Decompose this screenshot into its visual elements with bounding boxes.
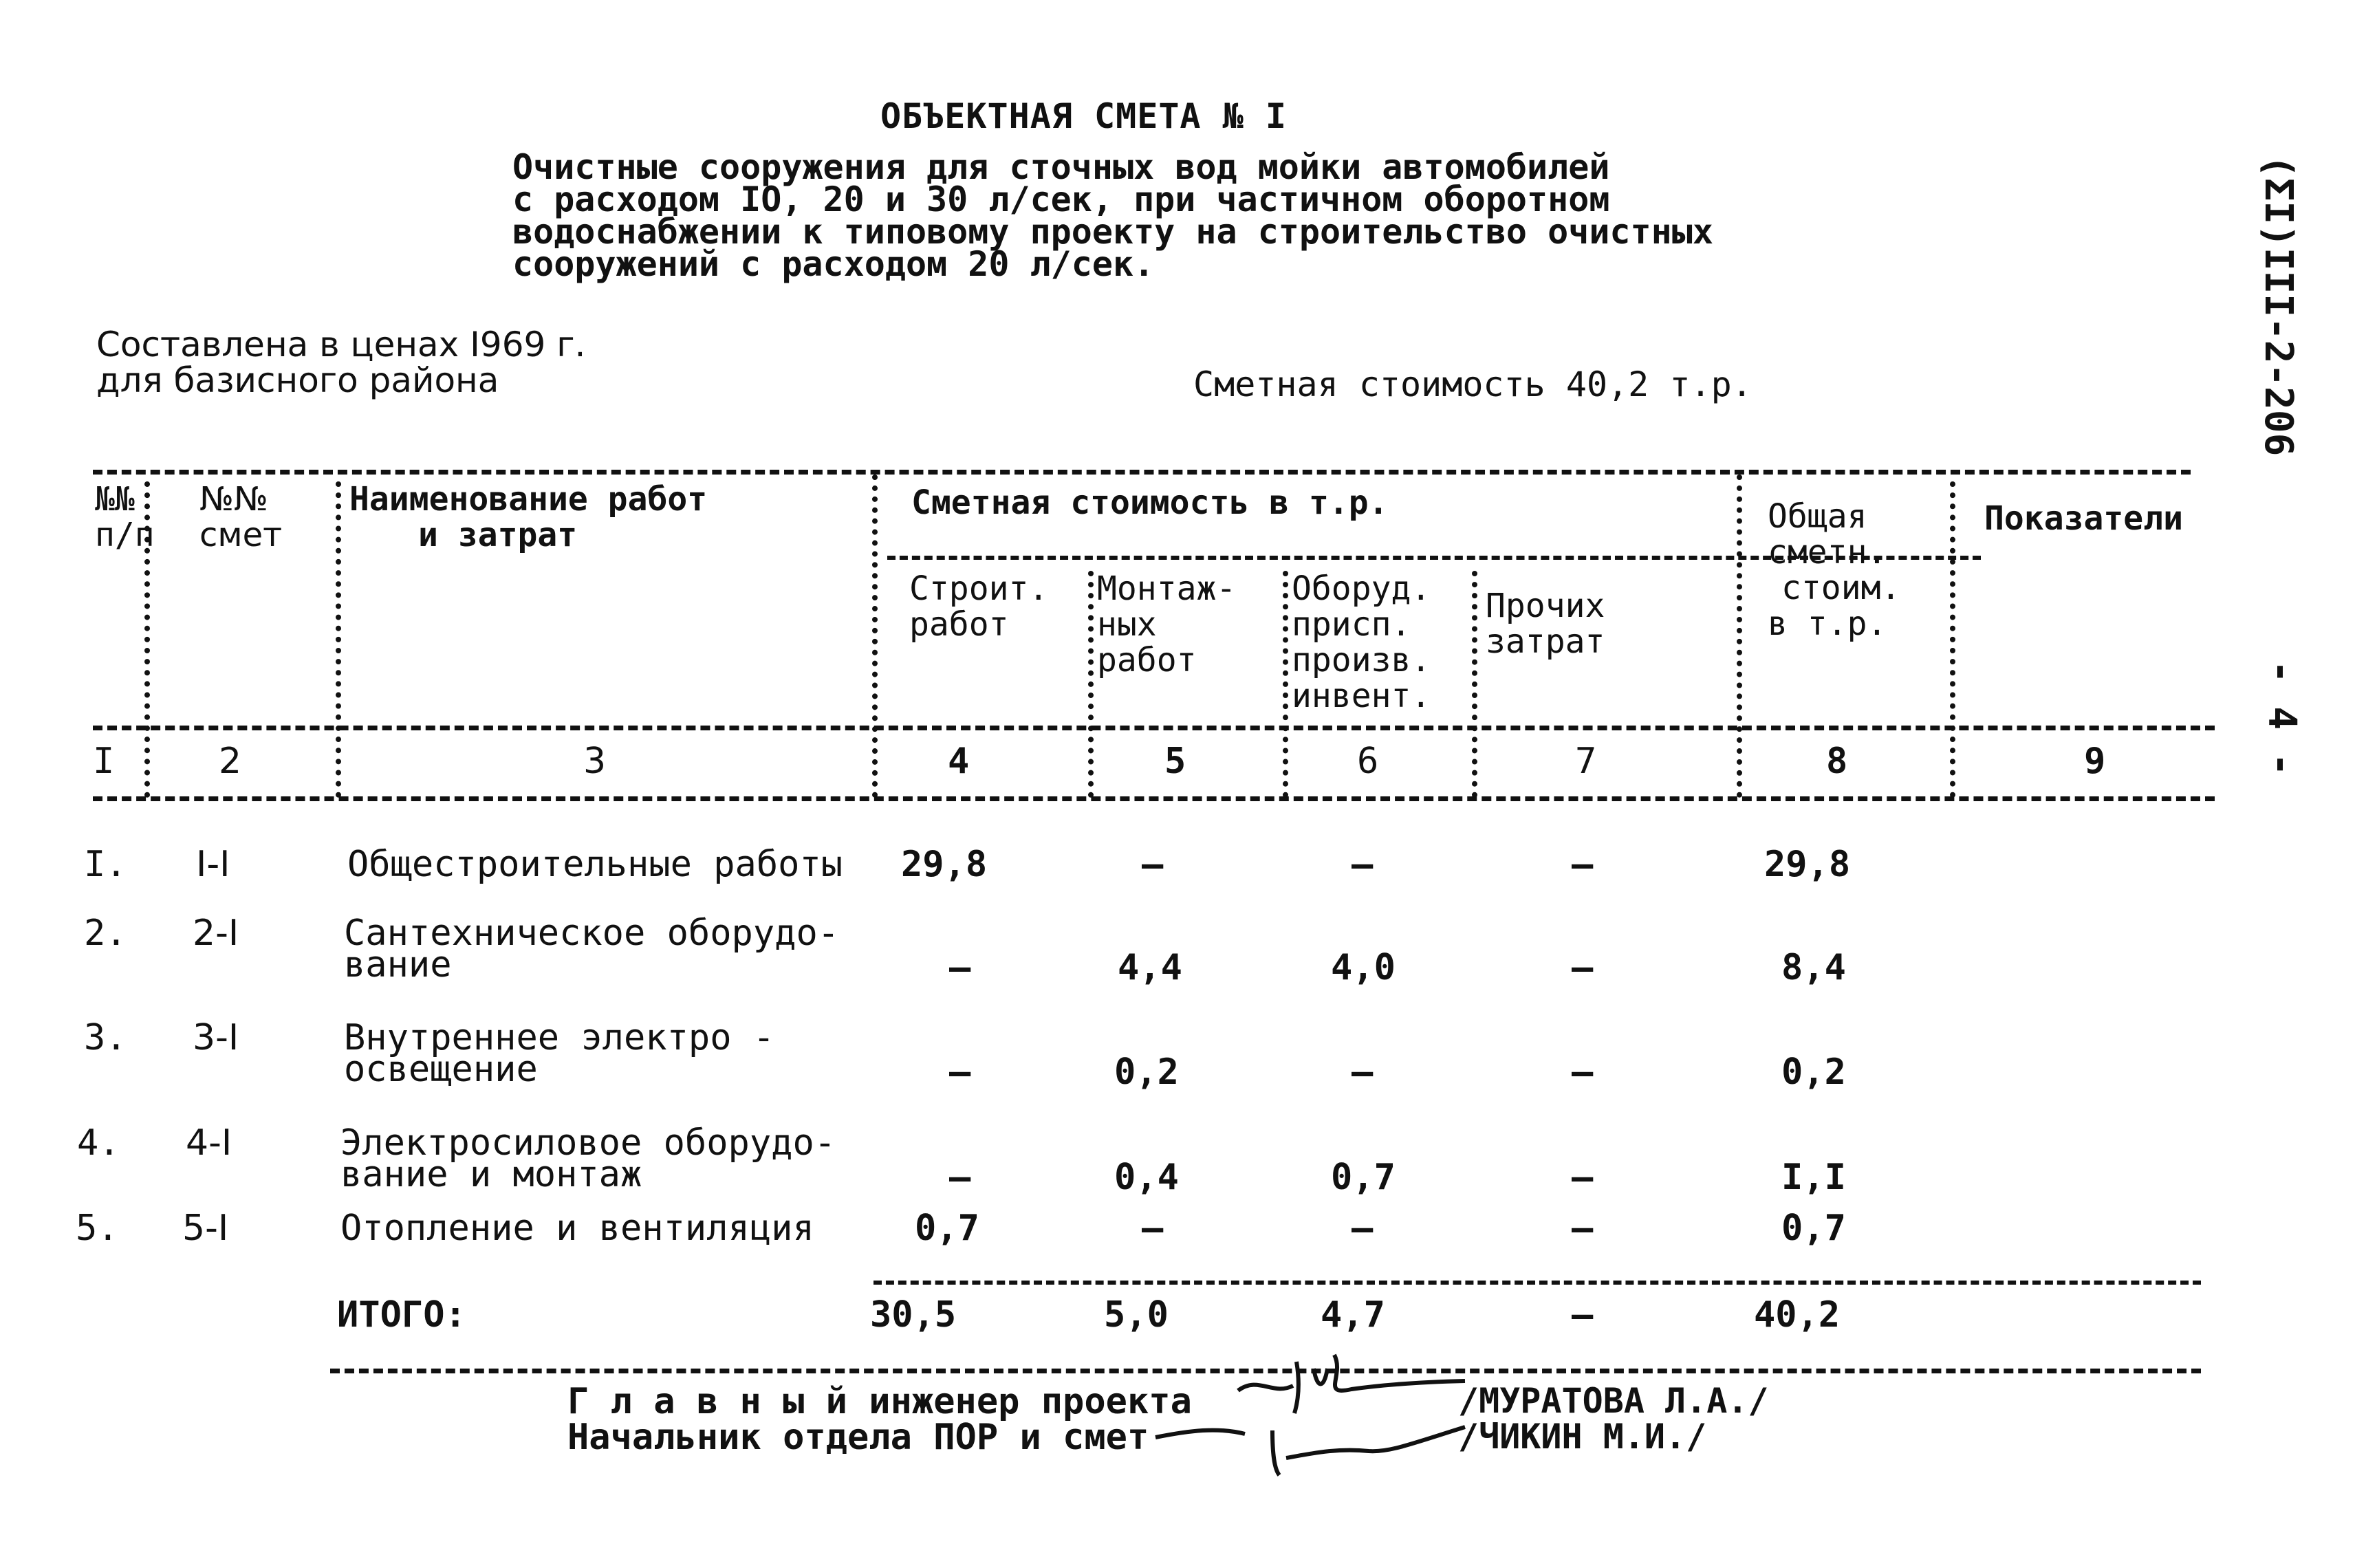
colnum-6: 6 — [1357, 741, 1379, 782]
header-col8-line3: стоим. — [1781, 569, 1901, 607]
header-col6-line2: присп. — [1292, 605, 1411, 644]
header-col8-line1: Общая — [1768, 497, 1867, 536]
row-smeta: 2-I — [193, 913, 239, 954]
header-col2 — [199, 481, 282, 553]
header-col3 — [349, 481, 707, 553]
header-col7-line1: Прочих — [1486, 587, 1605, 625]
row-name-line1: Внутреннее электро - — [344, 1017, 775, 1058]
row-name-line1: Сантехническое оборудо- — [344, 913, 840, 954]
header-col8-line4: в т.р. — [1768, 605, 1887, 643]
col-sep-7 — [1737, 475, 1742, 798]
header-col7-line2: затрат — [1486, 622, 1605, 661]
row-c7: – — [1572, 844, 1594, 885]
row-number: 5. — [76, 1208, 119, 1249]
column-numbers-bottom-border — [93, 796, 2215, 801]
row-c7: – — [1572, 947, 1594, 988]
header-col9: Показатели — [1984, 499, 2183, 538]
colnum-9: 9 — [2084, 741, 2106, 782]
row-c6: 0,7 — [1331, 1157, 1396, 1198]
header-col6-line3: произв. — [1292, 641, 1431, 679]
header-bottom-border — [93, 726, 2215, 730]
side-code: (ΣI)III-2-206 — [2256, 155, 2301, 457]
subject-line-3: водоснабжении к типовому проекту на строительство очистных — [512, 212, 1713, 252]
header-col5 — [1097, 571, 1236, 678]
row-name — [344, 1018, 774, 1089]
header-col1 — [95, 481, 155, 553]
prices-line-1: Составлена в ценах I969 г. — [96, 325, 586, 364]
signature-role-1: Г л а в н ы й инженер проекта — [567, 1381, 1192, 1422]
header-col5-line1: Монтаж- — [1097, 569, 1237, 608]
row-c7: – — [1572, 1208, 1594, 1249]
header-col4-line2: работ — [909, 605, 1009, 644]
document-title: ОБЪЕКТНАЯ СМЕТА № I — [880, 96, 1287, 136]
row-number: I. — [84, 844, 127, 885]
header-col2-line2: смет — [199, 516, 283, 554]
row-c4: – — [949, 1157, 971, 1198]
row-c8: 0,2 — [1781, 1052, 1846, 1093]
colnum-7: 7 — [1575, 741, 1597, 782]
total-c6: 4,7 — [1321, 1294, 1385, 1336]
total-c8: 40,2 — [1754, 1294, 1841, 1336]
row-name-line2: вание и монтаж — [340, 1154, 642, 1195]
header-col4-line1: Строит. — [909, 569, 1049, 608]
estimated-cost: Сметная стоимость 40,2 т.р. — [1193, 364, 1752, 404]
row-name-line2: освещение — [344, 1049, 538, 1090]
signature-role-2: Начальник отдела ПОР и смет — [567, 1417, 1149, 1458]
row-c6: – — [1352, 1052, 1374, 1093]
signature-name-1: /МУРАТОВА Л.А./ — [1458, 1381, 1769, 1421]
col-sep-6 — [1472, 571, 1477, 798]
header-col5-line3: работ — [1097, 641, 1197, 679]
row-name: Отопление и вентиляция — [340, 1208, 814, 1249]
subject-line-1: Очистные сооружения для сточных вод мойки автомобилей — [512, 147, 1610, 187]
row-c8: 8,4 — [1781, 947, 1846, 988]
row-number: 3. — [84, 1017, 127, 1058]
total-c5: 5,0 — [1104, 1294, 1169, 1336]
row-c6: – — [1352, 844, 1374, 885]
row-c4: – — [949, 947, 971, 988]
header-col1-line1: №№ — [95, 480, 135, 519]
row-number: 2. — [84, 913, 127, 954]
col-sep-2 — [336, 481, 341, 798]
signature-1-svg — [1231, 1348, 1472, 1417]
row-name-line1: Электросиловое оборудо- — [340, 1122, 836, 1164]
handwritten-signature-2 — [1149, 1417, 1472, 1479]
header-col8-line2: сметн. — [1768, 533, 1887, 571]
colnum-3: 3 — [583, 741, 607, 782]
header-col8 — [1768, 499, 1900, 642]
colnum-2: 2 — [219, 741, 242, 782]
row-c5: 0,2 — [1114, 1052, 1179, 1093]
total-c7: – — [1572, 1294, 1594, 1336]
colnum-8: 8 — [1826, 741, 1848, 782]
header-col7 — [1486, 588, 1605, 660]
col-sep-8 — [1950, 481, 1955, 798]
row-name-line2: вание — [344, 944, 452, 986]
row-c5: – — [1142, 844, 1164, 885]
signature-name-2: /ЧИКИН М.И./ — [1458, 1417, 1707, 1457]
prices-line-2: для базисного района — [96, 360, 499, 400]
header-col5-line2: ных — [1097, 605, 1157, 644]
row-name — [340, 1123, 836, 1195]
subject-line-4: сооружений с расходом 20 л/сек. — [512, 244, 1155, 284]
row-c4: 29,8 — [901, 844, 988, 885]
colnum-4: 4 — [948, 741, 970, 782]
col-sep-5 — [1283, 571, 1288, 798]
col-sep-4 — [1088, 571, 1094, 798]
colnum-5: 5 — [1164, 741, 1186, 782]
row-c6: 4,0 — [1331, 947, 1396, 988]
row-smeta: 4-I — [186, 1122, 232, 1164]
row-c7: – — [1572, 1157, 1594, 1198]
col-sep-3 — [872, 475, 878, 798]
row-smeta: I-I — [196, 844, 230, 885]
row-c8: 0,7 — [1781, 1208, 1846, 1249]
header-group: Сметная стоимость в т.р. — [911, 483, 1389, 522]
header-col6-line1: Оборуд. — [1292, 569, 1431, 608]
row-name: Общестроительные работы — [347, 844, 843, 885]
header-col3-line1: Наименование работ — [349, 480, 708, 519]
header-col3-line2: и затрат — [418, 516, 578, 554]
row-c4: 0,7 — [915, 1208, 979, 1249]
header-col1-line2: п/п — [95, 516, 155, 554]
total-top-border — [873, 1281, 2201, 1285]
row-smeta: 3-I — [193, 1017, 239, 1058]
row-number: 4. — [77, 1122, 120, 1164]
header-col6 — [1292, 571, 1431, 714]
total-c4: 30,5 — [870, 1294, 957, 1336]
header-col4 — [909, 571, 1048, 642]
handwritten-signature-1 — [1231, 1348, 1472, 1417]
table-top-border — [93, 470, 2191, 475]
row-c6: – — [1352, 1208, 1374, 1249]
subject-line-2: с расходом IO, 20 и 30 л/сек, при частичном оборотном — [512, 179, 1610, 219]
row-c5: 4,4 — [1118, 947, 1182, 988]
row-c5: – — [1142, 1208, 1164, 1249]
row-c8: 29,8 — [1764, 844, 1851, 885]
row-c8: I,I — [1781, 1157, 1846, 1198]
row-c4: – — [949, 1052, 971, 1093]
row-smeta: 5-I — [182, 1208, 229, 1249]
page-number: - 4 - — [2259, 660, 2304, 776]
row-name — [344, 913, 839, 985]
total-label: ИТОГО: — [337, 1294, 466, 1336]
header-col2-line1: №№ — [199, 480, 268, 519]
header-col6-line4: инвент. — [1292, 677, 1431, 715]
row-c7: – — [1572, 1052, 1594, 1093]
colnum-1: I — [93, 741, 115, 782]
signature-2-svg — [1149, 1417, 1472, 1479]
row-c5: 0,4 — [1114, 1157, 1179, 1198]
